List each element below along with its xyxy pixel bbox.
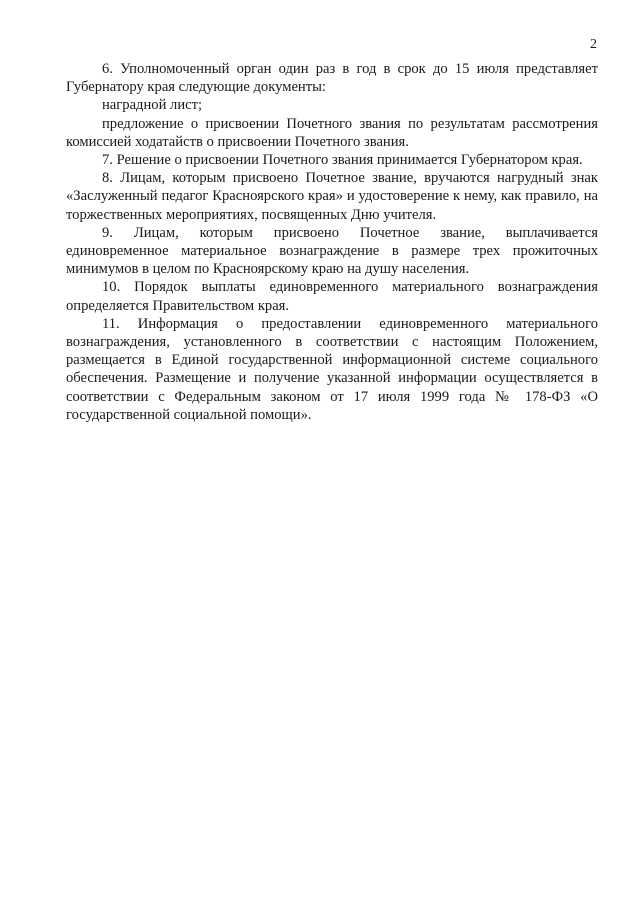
paragraph-8: 8. Лицам, которым присвоено Почетное звание, вручаются нагрудный знак «Заслуженный педагог Красноярского края» и удостоверение к нему, как правило, на торжественных мероприятиях, посвященных Дню учителя.: [66, 170, 598, 223]
paragraph-6: 6. Уполномоченный орган один раз в год в срок до 15 июля представляет Губернатору края следующие документы:: [66, 61, 598, 96]
list-item-proposal: предложение о присвоении Почетного звания по результатам рассмотрения комиссией ходатайств о присвоении Почетного звания.: [66, 115, 598, 150]
document-body: [66, 60, 598, 424]
list-item-award-sheet: наградной лист;: [102, 97, 203, 114]
paragraph-11: 11. Информация о предоставлении единовременного материального вознаграждения, установленного в соответствии с настоящим Положением, размещается в Единой государственной информационной системе социального обеспечения. Размещение и получение указанной информации осуществляется в соответствии с Федеральным законом от 17 июля 1999 года № 178-ФЗ «О государственной социальной помощи».: [66, 315, 598, 423]
paragraph-7: 7. Решение о присвоении Почетного звания принимается Губернатором края.: [102, 152, 583, 169]
paragraph-10: 10. Порядок выплаты единовременного материального вознаграждения определяется Правительством края.: [66, 279, 598, 314]
page-number: 2: [590, 37, 597, 52]
paragraph-9: 9. Лицам, которым присвоено Почетное звание, выплачивается единовременное материальное вознаграждение в размере трех прожиточных минимумов в целом по Красноярскому краю на душу населения.: [66, 224, 598, 278]
